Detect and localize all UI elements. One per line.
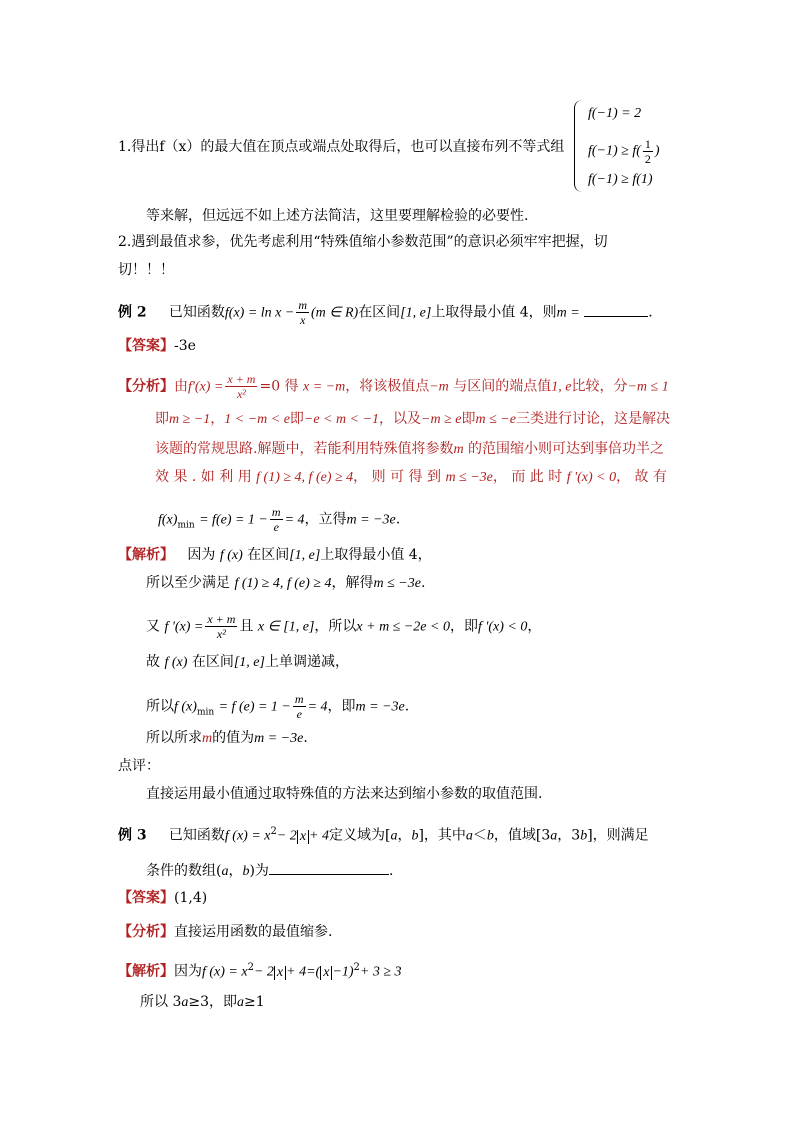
- ex2-solution-6: 所以所求m的值为m = −3e.: [146, 730, 308, 746]
- ex3-solution-2: 所以 3a≥3，即a≥1: [140, 994, 265, 1010]
- ex2-analysis-1: 【分析】由f'(x) = $\frac{x + m}{\text{x²}}$ =0 得 x = −m，将该极值点−m 与区间的端点值1, e比较，分−m ≤ 1: [118, 372, 669, 401]
- ex2-solution-2: 所以至少满足 f (1) ≥ 4, f (e) ≥ 4，解得m ≤ −3e.: [146, 575, 426, 591]
- ex2-analysis-3: 该题的常规思路.解题中，若能利用特殊值将参数m 的范围缩小则可达到事倍功半之: [155, 441, 665, 457]
- system-eq-3: f(−1) ≥ f(1): [588, 172, 653, 187]
- system-eq-1: f(−1) = 2: [588, 106, 642, 121]
- ex2-comment-tag: 点评：: [118, 758, 160, 774]
- p2-line-1: 2.遇到最值求参，优先考虑利用“特殊值缩小参数范围”的意识必须牢牢把握，切: [118, 234, 608, 250]
- ex3-label: 例 3: [118, 827, 147, 844]
- ex3-analysis: 【分析】直接运用函数的最值缩参.: [118, 924, 333, 940]
- ex2-stem: 例 2 已知函数f(x) = ln x − $\frac{m}{x}$ (m ∈ R)在区间[1, e]上取得最小值 4，则m = .: [118, 298, 653, 327]
- p2-line-2: 切！！！: [118, 262, 174, 278]
- system-eq-2: f(−1) ≥ f( $\frac{1}{2}$ ): [588, 137, 660, 166]
- p1-line: [118, 137, 564, 157]
- ex2-solution-1: 【解析】 因为 f (x) 在区间[1, e]上取得最小值 4，: [118, 547, 432, 563]
- ex3-stem: 例 3 已知函数f $(x) = x^2- 2$ x + 4定义域为[a，b]，其中a＜b，值域[3a，3b]，则满足: [118, 826, 649, 844]
- ex2-answer-blank: [584, 302, 648, 317]
- ex2-comment: 直接运用最小值通过取特殊值的方法来达到缩小参数的取值范围.: [146, 786, 543, 802]
- ex3-solution-1: 【解析】因为f $(x) = x^2- 2$ x + 4=( x −1)$^2$+ 3 ≥ 3: [118, 962, 402, 980]
- ex3-stem-2: 条件的数组(a，b)为 .: [146, 860, 393, 882]
- ex2-solution-4: 故 f (x) 在区间[1, e]上单调递减，: [146, 654, 349, 670]
- ex3-answer: 【答案】(1,4): [118, 890, 208, 906]
- ex2-solution-5: 所以f $(x)_{min} = f$ (e) = 1 − $\frac{m}{e}$ = 4，即m = −3e.: [146, 692, 410, 721]
- ex3-answer-blank: [269, 860, 389, 875]
- ex2-analysis-5: $f(x)_{min} = f(e) = 1$ − $\frac{m}{e}$ = 4，立得m = −3e.: [158, 505, 401, 534]
- ex2-solution-3: 又 f '(x) = $\frac{x + m}{\text{x²}}$ 且 x ∈ [1, e]，所以x + m ≤ −2e < 0，即f '(x) < 0，: [146, 612, 542, 641]
- ex2-answer: 【答案】-3e: [118, 338, 196, 354]
- ex2-analysis-4: 效 果 . 如 利 用 f (1) ≥ 4, f (e) ≥ 4， 则 可 得 到 m ≤ −3e， 而 此 时 f '(x) < 0， 故 有: [155, 469, 667, 485]
- ex2-analysis-2: 即m ≥ −1，1 < −m < e即−e < m < −1，以及−m ≥ e即m ≤ −e三类进行讨论，这是解决: [155, 411, 670, 427]
- p1-continuation: 等来解，但远远不如上述方法简洁，这里要理解检验的必要性.: [146, 208, 529, 224]
- ex2-label: 例 2: [118, 304, 147, 321]
- p1-text: 1.得出f（x）的最大值在顶点或端点处取得后，也可以直接布列不等式组: [118, 139, 565, 155]
- system-brace: [574, 100, 585, 192]
